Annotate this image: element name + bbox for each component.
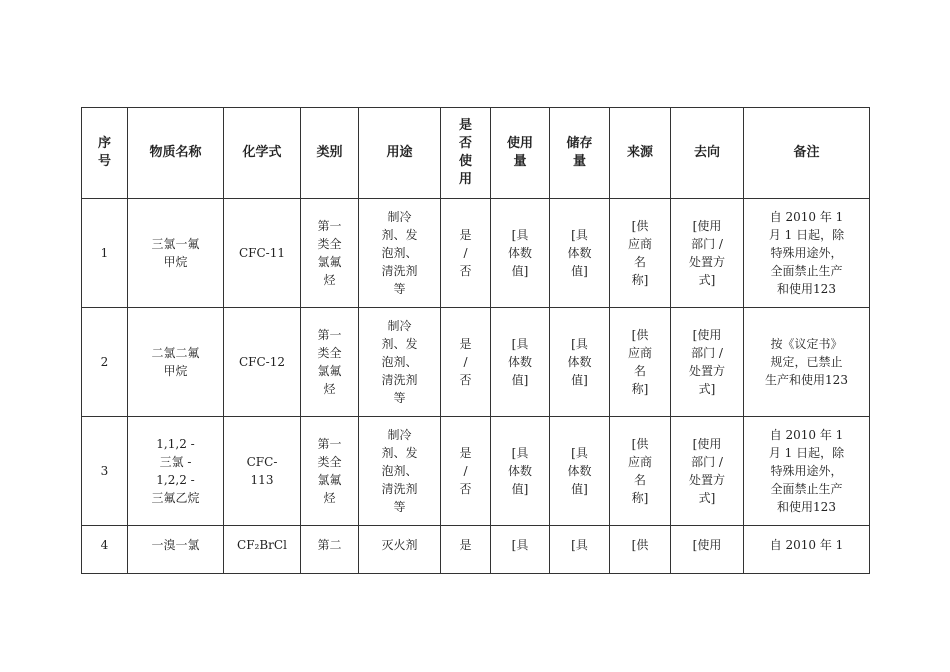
- header-destination: 去向: [671, 108, 744, 199]
- header-use: 用途: [359, 108, 441, 199]
- cell-storage: [具 体数 值]: [550, 417, 610, 526]
- cell-note: 按《议定书》 规定，已禁止 生产和使用123: [744, 308, 870, 417]
- header-formula: 化学式: [224, 108, 301, 199]
- cell-category: 第一 类全 氯氟 烃: [301, 199, 359, 308]
- cell-formula: CFC-11: [224, 199, 301, 308]
- cell-in-use: 是 / 否: [441, 417, 491, 526]
- cell-usage: [具 体数 值]: [491, 417, 550, 526]
- cell-name: 三氯一氟 甲烷: [128, 199, 224, 308]
- cell-destination: [使用 部门 / 处置方 式]: [671, 417, 744, 526]
- cell-formula: CFC- 113: [224, 417, 301, 526]
- cell-source: [供: [610, 526, 671, 574]
- cell-source: [供 应商 名 称]: [610, 308, 671, 417]
- table-row: [82, 199, 870, 308]
- header-source: 来源: [610, 108, 671, 199]
- cell-usage: [具 体数 值]: [491, 199, 550, 308]
- cell-use: 灭火剂: [359, 526, 441, 574]
- cell-destination: [使用 部门 / 处置方 式]: [671, 308, 744, 417]
- header-storage: 储存 量: [550, 108, 610, 199]
- header-in-use: 是 否 使 用: [441, 108, 491, 199]
- cell-in-use: 是 / 否: [441, 308, 491, 417]
- ods-inventory-table: [81, 107, 870, 574]
- cell-name: 二氯二氟 甲烷: [128, 308, 224, 417]
- cell-storage: [具: [550, 526, 610, 574]
- cell-in-use: 是: [441, 526, 491, 574]
- header-row: [82, 108, 870, 199]
- table-row: [82, 417, 870, 526]
- cell-seq: 3: [82, 417, 128, 526]
- cell-note: 自 2010 年 1: [744, 526, 870, 574]
- cell-category: 第二: [301, 526, 359, 574]
- cell-formula: CF₂BrCl: [224, 526, 301, 574]
- header-name: 物质名称: [128, 108, 224, 199]
- cell-note: 自 2010 年 1 月 1 日起，除 特殊用途外， 全面禁止生产 和使用123: [744, 417, 870, 526]
- cell-usage: [具: [491, 526, 550, 574]
- cell-destination: [使用 部门 / 处置方 式]: [671, 199, 744, 308]
- cell-seq: 2: [82, 308, 128, 417]
- cell-source: [供 应商 名 称]: [610, 417, 671, 526]
- header-usage: 使用 量: [491, 108, 550, 199]
- cell-storage: [具 体数 值]: [550, 199, 610, 308]
- header-category: 类别: [301, 108, 359, 199]
- cell-name: 1,1,2 - 三氯 - 1,2,2 - 三氟乙烷: [128, 417, 224, 526]
- cell-source: [供 应商 名 称]: [610, 199, 671, 308]
- cell-formula: CFC-12: [224, 308, 301, 417]
- cell-category: 第一 类全 氯氟 烃: [301, 417, 359, 526]
- cell-in-use: 是 / 否: [441, 199, 491, 308]
- header-note: 备注: [744, 108, 870, 199]
- cell-note: 自 2010 年 1 月 1 日起，除 特殊用途外， 全面禁止生产 和使用123: [744, 199, 870, 308]
- header-seq: 序 号: [82, 108, 128, 199]
- cell-destination: [使用: [671, 526, 744, 574]
- table-row: [82, 308, 870, 417]
- cell-name: 一溴一氯: [128, 526, 224, 574]
- cell-seq: 1: [82, 199, 128, 308]
- cell-use: 制冷 剂、发 泡剂、 清洗剂 等: [359, 199, 441, 308]
- cell-usage: [具 体数 值]: [491, 308, 550, 417]
- table-row: [82, 526, 870, 574]
- cell-storage: [具 体数 值]: [550, 308, 610, 417]
- cell-use: 制冷 剂、发 泡剂、 清洗剂 等: [359, 417, 441, 526]
- cell-category: 第一 类全 氯氟 烃: [301, 308, 359, 417]
- cell-use: 制冷 剂、发 泡剂、 清洗剂 等: [359, 308, 441, 417]
- cell-seq: 4: [82, 526, 128, 574]
